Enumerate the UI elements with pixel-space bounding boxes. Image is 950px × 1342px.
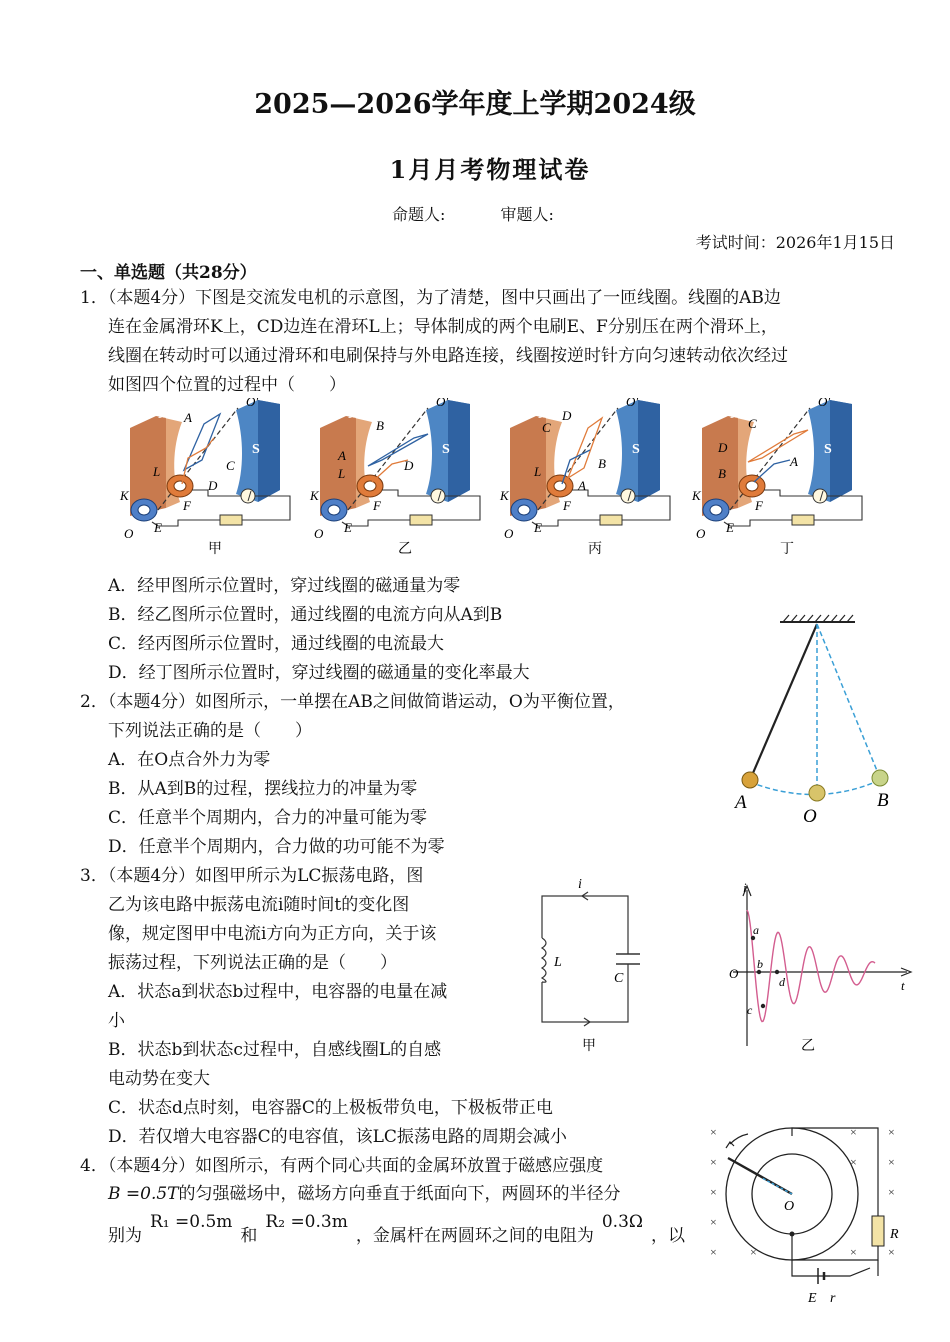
svg-text:F: F	[183, 498, 191, 513]
graph-point-b: b	[757, 957, 763, 971]
page-subtitle: 1月月考物理试卷	[389, 155, 591, 184]
svg-text:D: D	[562, 408, 572, 423]
graph-point-d: d	[779, 975, 785, 989]
q4-line-2-text: 的匀强磁场中，磁场方向垂直于纸面向下，两圆环的半径分	[178, 1184, 621, 1204]
q4-r2: R₂ =0.3m	[265, 1212, 348, 1232]
magnet-n-label: N	[158, 407, 169, 422]
svg-text:N: N	[730, 407, 741, 422]
graph-axis-i: i	[743, 880, 747, 895]
q3-line-2: 乙为该电路中振荡电流i随时间t的变化图	[108, 895, 410, 915]
svg-text:L: L	[338, 466, 346, 481]
svg-text:E: E	[344, 520, 352, 535]
circuit-caption: 甲	[582, 1039, 596, 1054]
q2-option-c: C．任意半个周期内，合力的冲量可能为零	[108, 808, 428, 828]
q3-option-a-1: A．状态a到状态b过程中，电容器的电量在减	[108, 982, 448, 1002]
field-cross-mark: ×	[710, 1125, 717, 1139]
circuit-current-label: i	[578, 877, 582, 892]
q1-line-4: 如图四个位置的过程中（ ）	[108, 375, 346, 395]
caption-yi: 乙	[398, 542, 412, 557]
pendulum-label-a: A	[735, 792, 747, 813]
q1-option-a: A．经甲图所示位置时，穿过线圈的磁通量为零	[108, 576, 461, 596]
svg-text:A: A	[790, 454, 798, 469]
svg-text:F: F	[563, 498, 571, 513]
svg-text:K: K	[692, 488, 701, 503]
svg-text:C: C	[542, 420, 551, 435]
svg-text:E: E	[534, 520, 542, 535]
rings-resistor-label: R	[890, 1227, 899, 1242]
svg-text:N: N	[538, 407, 549, 422]
svg-text:S: S	[632, 442, 640, 457]
field-cross-mark: ×	[710, 1155, 717, 1169]
q2-line-2: 下列说法正确的是（ ）	[108, 721, 312, 741]
graph-point-c: c	[747, 1003, 753, 1017]
q4-line-3	[108, 1212, 685, 1251]
q1-line-1: 1．（本题4分）下图是交流发电机的示意图，为了清楚，图中只画出了一匝线圈。线圈的AB边	[80, 288, 781, 308]
q3-line-3: 像，规定图甲中电流i方向为正方向，关于该	[108, 924, 437, 944]
field-cross-mark: ×	[710, 1245, 717, 1259]
field-cross-mark: ×	[888, 1125, 895, 1139]
caption-ding: 丁	[780, 542, 794, 557]
generator-figure-bing	[499, 398, 670, 557]
rings-center-label: O	[784, 1199, 795, 1214]
q3-option-c: C．状态d点时刻，电容器C的上极板带负电，下极板带正电	[108, 1098, 553, 1118]
generator-figure-jia	[119, 398, 290, 557]
field-cross-mark: ×	[888, 1245, 895, 1259]
field-cross-mark: ×	[710, 1185, 717, 1199]
reviewer-label: 审题人:	[500, 205, 554, 224]
q4-r1: R₁ =0.5m	[150, 1212, 233, 1232]
svg-text:S: S	[824, 442, 832, 457]
lc-circuit-figure	[528, 872, 648, 1056]
generator-figures	[118, 398, 898, 558]
q2-option-b: B．从A到B的过程，摆线拉力的冲量为零	[108, 779, 418, 799]
rings-emf-label: E	[808, 1291, 817, 1306]
field-cross-mark: ×	[888, 1155, 895, 1169]
svg-text:O′: O′	[436, 398, 449, 409]
graph-caption: 乙	[801, 1039, 815, 1054]
q2-option-a: A．在O点合外力为零	[108, 750, 271, 770]
svg-text:D: D	[404, 458, 414, 473]
graph-point-a: a	[753, 923, 759, 937]
svg-text:K: K	[310, 488, 319, 503]
oscillation-graph	[725, 878, 915, 1056]
svg-text:N: N	[348, 407, 359, 422]
graph-axis-t: t	[901, 978, 905, 993]
svg-text:S: S	[442, 442, 450, 457]
q2-option-d: D．任意半个周期内，合力做的功可能不为零	[108, 837, 445, 857]
q4-prefix: 别为	[108, 1226, 142, 1246]
q3-option-d: D．若仅增大电容器C的电容值，该LC振荡电路的周期会减小	[108, 1127, 567, 1147]
svg-text:L: L	[534, 464, 542, 479]
magnet-s-label: S	[252, 442, 260, 457]
svg-text:F: F	[755, 498, 763, 513]
q3-option-a-2: 小	[108, 1011, 125, 1031]
section-title: 一、单选题（共28分）	[80, 263, 257, 283]
authors-line	[392, 202, 604, 225]
page-title: 2025—2026学年度上学期2024级	[254, 89, 696, 120]
q3-option-b-2: 电动势在变大	[108, 1069, 210, 1089]
field-cross-mark: ×	[888, 1185, 895, 1199]
rings-internal-r-label: r	[830, 1291, 836, 1306]
q4-line-1: 4．（本题4分）如图所示，有两个同心共面的金属环放置于磁感应强度	[80, 1156, 604, 1176]
field-cross-mark: ×	[850, 1155, 857, 1169]
svg-text:E: E	[154, 520, 162, 535]
svg-text:A: A	[184, 410, 192, 425]
exam-time: 考试时间：2026年1月15日	[695, 233, 895, 252]
caption-jia: 甲	[208, 542, 222, 557]
svg-text:O: O	[504, 526, 514, 541]
q2-line-1: 2．（本题4分）如图所示，一单摆在AB之间做简谐运动，O为平衡位置，	[80, 692, 625, 712]
svg-text:B: B	[376, 418, 384, 433]
svg-text:O′: O′	[246, 398, 259, 409]
pendulum-label-o: O	[803, 806, 817, 827]
q1-option-b: B．经乙图所示位置时，通过线圈的电流方向从A到B	[108, 605, 503, 625]
q1-option-d: D．经丁图所示位置时，穿过线圈的磁通量的变化率最大	[108, 663, 530, 683]
author-label: 命题人:	[392, 205, 446, 224]
q3-line-4: 振荡过程，下列说法正确的是（ ）	[108, 953, 397, 973]
svg-text:O′: O′	[626, 398, 639, 409]
circuit-inductor-label: L	[554, 955, 562, 970]
svg-text:B: B	[598, 456, 606, 471]
q1-option-c: C．经丙图所示位置时，通过线圈的电流最大	[108, 634, 445, 654]
generator-figure-ding	[691, 398, 862, 557]
field-cross-mark: ×	[850, 1245, 857, 1259]
svg-text:O: O	[314, 526, 324, 541]
svg-text:E: E	[726, 520, 734, 535]
rings-figure	[700, 1122, 910, 1334]
q3-option-b-1: B．状态b到状态c过程中，自感线圈L的自感	[108, 1040, 442, 1060]
field-cross-mark: ×	[710, 1215, 717, 1229]
svg-text:K: K	[120, 488, 129, 503]
svg-text:K: K	[500, 488, 509, 503]
q4-b-formula: B =0.5T	[108, 1184, 179, 1204]
svg-text:B: B	[718, 466, 726, 481]
pendulum-figure	[725, 612, 905, 827]
q4-line-2	[108, 1180, 621, 1209]
svg-text:D: D	[718, 440, 728, 455]
svg-text:A: A	[578, 478, 586, 493]
pendulum-label-b: B	[877, 790, 889, 811]
q3-line-1: 3．（本题4分）如图甲所示为LC振荡电路，图	[80, 866, 424, 886]
svg-text:L: L	[153, 464, 161, 479]
q1-line-3: 线圈在转动时可以通过滑环和电刷保持与外电路连接，线圈按逆时针方向匀速转动依次经过	[108, 346, 788, 366]
svg-text:C: C	[226, 458, 235, 473]
field-cross-mark: ×	[850, 1125, 857, 1139]
q4-mid: ，金属杆在两圆环之间的电阻为	[355, 1226, 594, 1246]
svg-text:O′: O′	[818, 398, 831, 409]
generator-figure-yi	[309, 398, 480, 557]
svg-text:O: O	[696, 526, 706, 541]
svg-text:F: F	[373, 498, 381, 513]
q4-resistance: 0.3Ω	[601, 1212, 643, 1232]
svg-text:A: A	[338, 448, 346, 463]
field-cross-mark: ×	[750, 1245, 757, 1259]
svg-text:O: O	[124, 526, 134, 541]
svg-text:D: D	[208, 478, 218, 493]
q4-end: ，以	[650, 1226, 685, 1246]
q1-line-2: 连在金属滑环K上，CD边连在滑环L上；导体制成的两个电刷E、F分别压在两个滑环上，	[108, 317, 778, 337]
svg-text:C: C	[748, 416, 757, 431]
circuit-capacitor-label: C	[614, 971, 624, 986]
graph-origin: O	[729, 966, 739, 981]
q4-and: 和	[240, 1226, 258, 1246]
caption-bing: 丙	[588, 542, 602, 557]
